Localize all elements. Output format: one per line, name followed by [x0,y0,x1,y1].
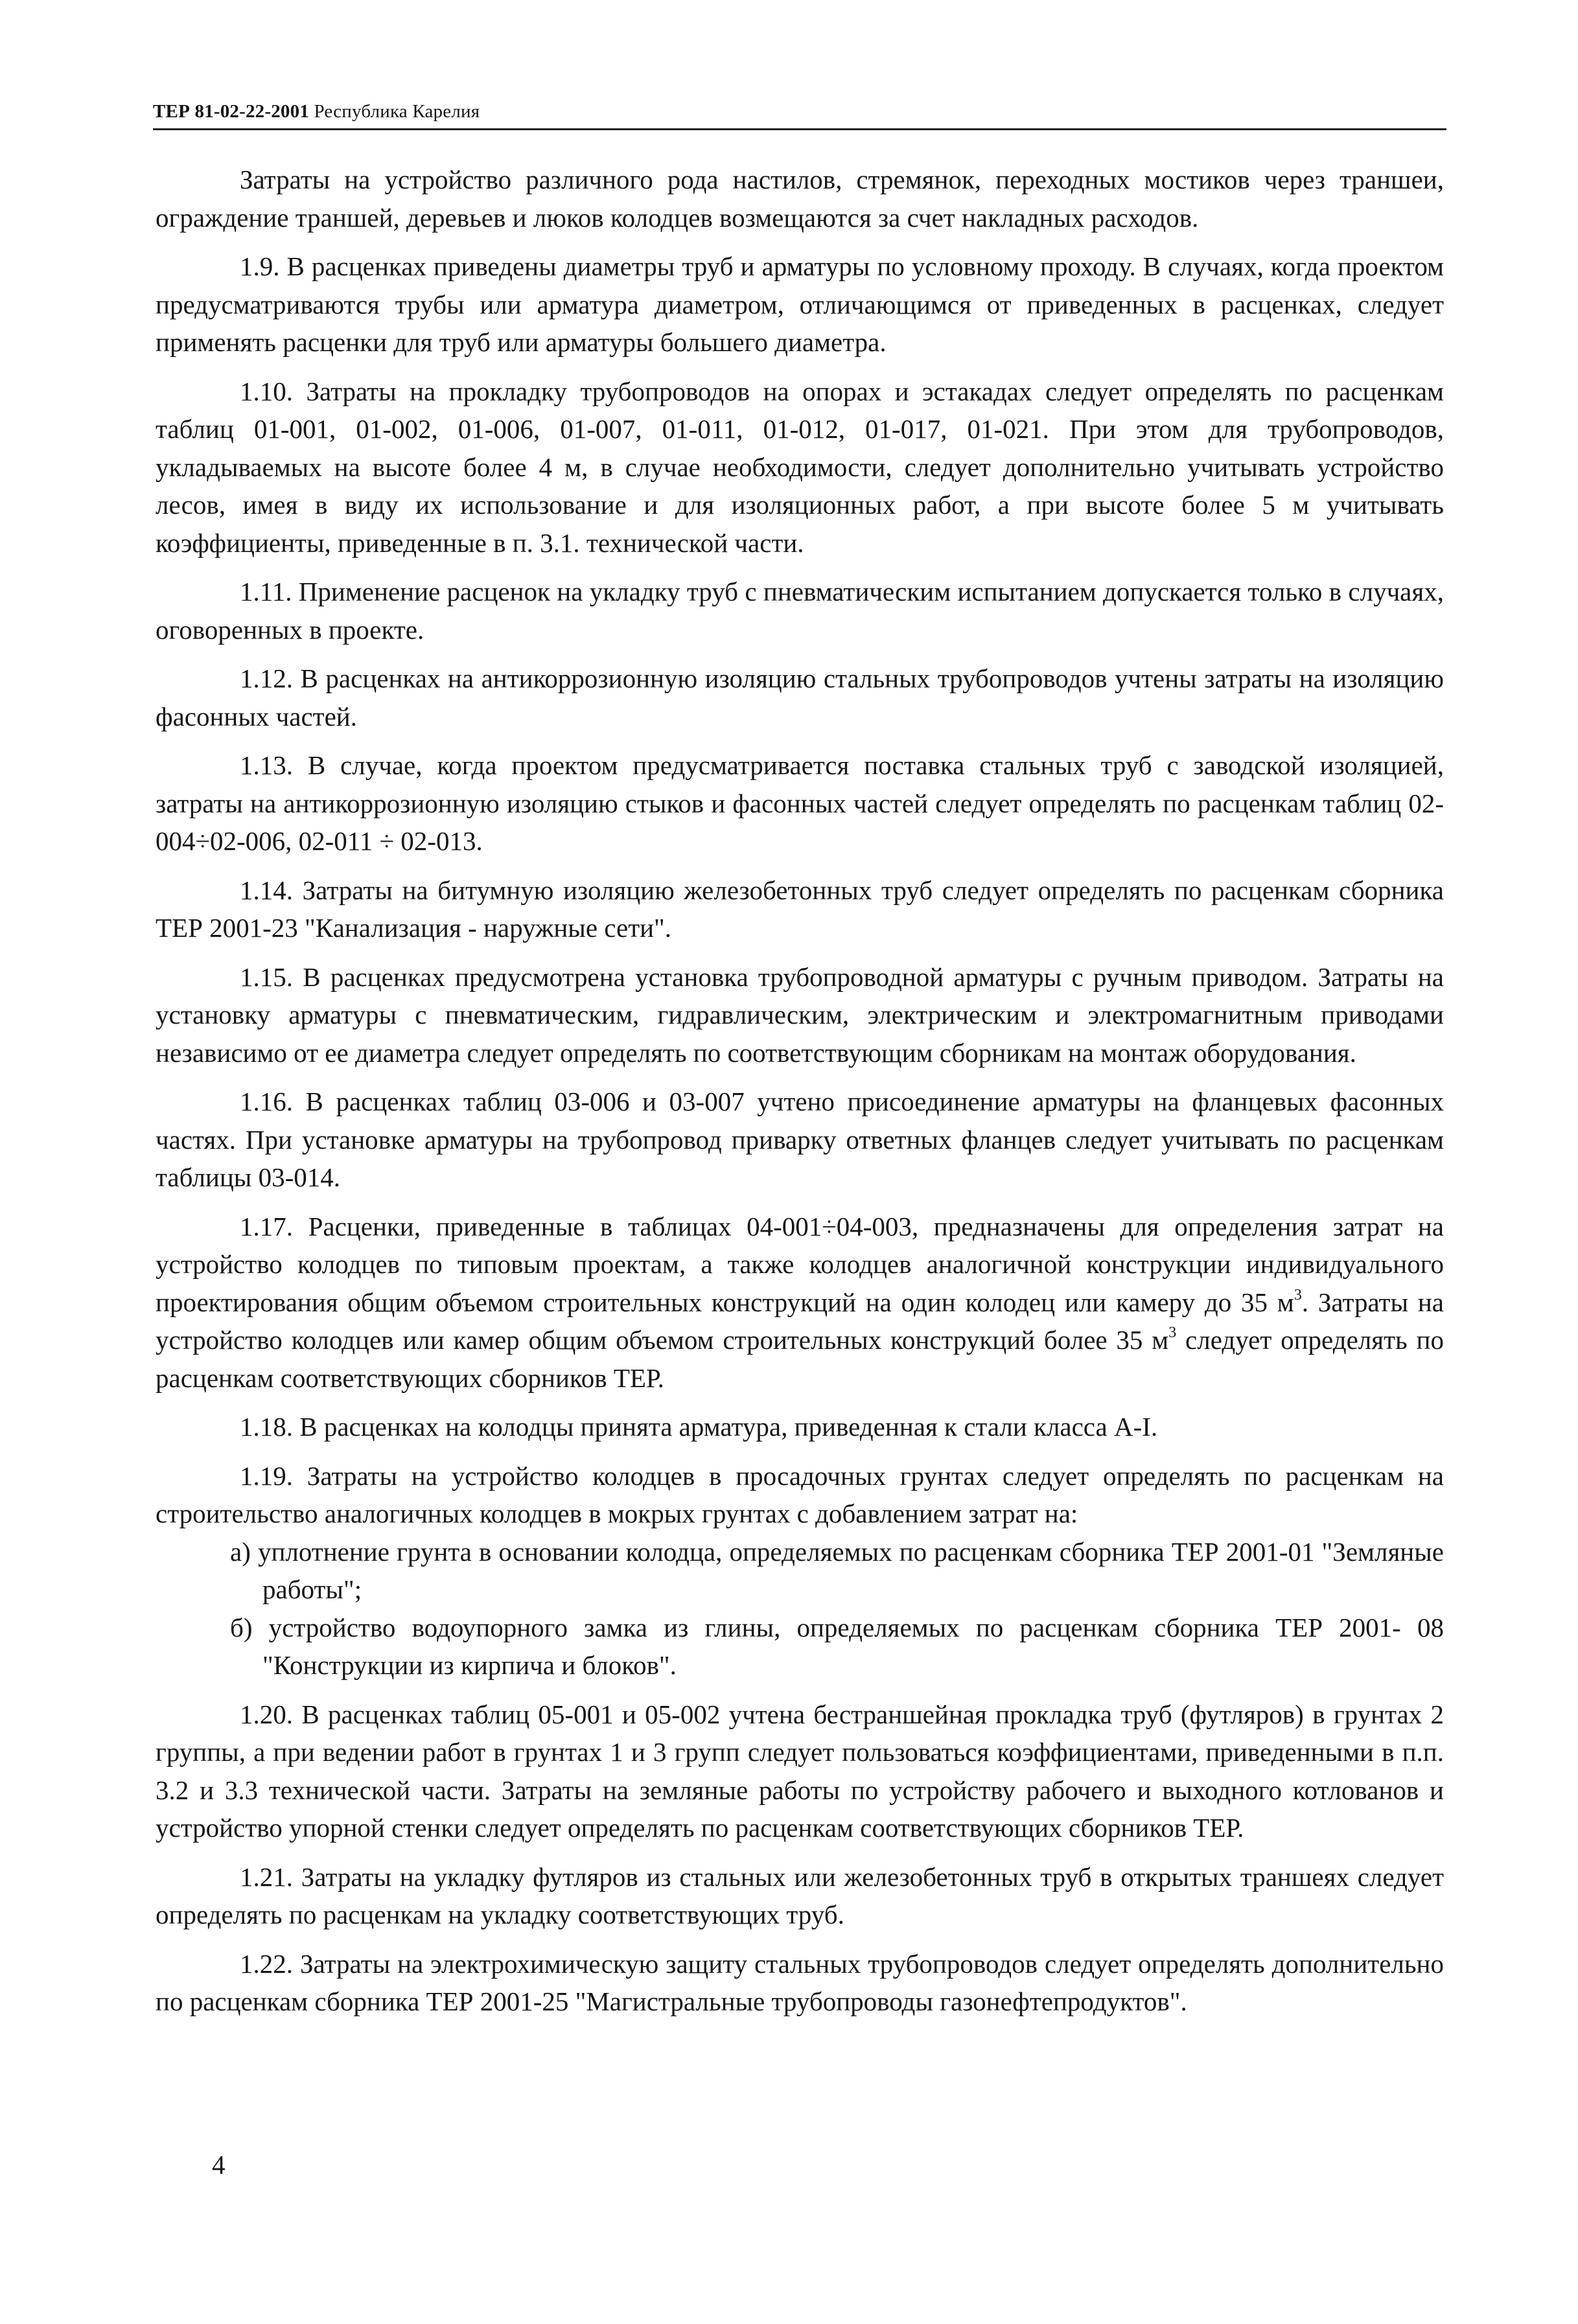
paragraph-1-14: 1.14. Затраты на битумную изоляцию железобетонных труб следует определять по расценкам сборника ТЕР 2001-23 "Канализация - наружные сети". [156,875,1444,943]
header-code: ТЕР 81-02-22-2001 [153,101,310,122]
paragraph-1-19: 1.19. Затраты на устройство колодцев в просадочных грунтах следует определять по расценкам на строительство аналогичных колодцев в мокрых грунтах с добавлением затрат на: [156,1460,1444,1528]
list-item-a: а) уплотнение грунта в основании колодца, определяемых по расценкам сборника ТЕР 2001-01 "Земляные работы"; [230,1536,1444,1604]
paragraph-1-15: 1.15. В расценках предусмотрена установка трубопроводной арматуры с ручным приводом. Затраты на установку арматуры с пневматическим, гидравлическим, электрическим и электромагнитным приводами независимо от ее диаметра следует определять по соответствующим сборникам на монтаж оборудования. [156,961,1444,1068]
header-rule [153,128,1446,130]
running-header [153,97,1446,131]
paragraph-1-20: 1.20. В расценках таблиц 05-001 и 05-002 учтена бестраншейная прокладка труб (футляров) в грунтах 2 группы, а при ведении работ в грунтах 1 и 3 групп следует пользоваться коэффициентами, приведенными в п.п. 3.2 и 3.3 технической части. Затраты на земляные работы по устройству рабочего и выходного котлованов и устройство упорной стенки следует определять по расценкам соответствующих сборников ТЕР. [156,1699,1444,1843]
paragraph-1-17 [156,1208,1444,1398]
paragraph-1-11: 1.11. Применение расценок на укладку труб с пневматическим испытанием допускается только в случаях, оговоренных в проекте. [156,577,1444,645]
paragraph-1-9: 1.9. В расценках приведены диаметры труб и арматуры по условному проходу. В случаях, когда проектом предусматриваются трубы или арматура диаметром, отличающимся от приведенных в расценках, следует применять расценки для труб или арматуры большего диаметра. [156,251,1444,357]
paragraph-1-17-part-a: 1.17. Расценки, приведенные в таблицах 04-001÷04-003, предназначены для определения затрат на устройство колодцев по типовым проектам, а также колодцев аналогичной конструкции индивидуального проектирования общим объемом строительных конструкций на один колодец или камеру до 35 м [156,1211,1444,1317]
paragraph-overhead-costs: Затраты на устройство различного рода настилов, стремянок, переходных мостиков через траншеи, ограждение траншей, деревьев и люков колодцев возмещаются за счет накладных расходов. [156,165,1444,233]
paragraph-1-21: 1.21. Затраты на укладку футляров из стальных или железобетонных труб в открытых траншеях следует определять по расценкам на укладку соответствующих труб. [156,1861,1444,1929]
header-region: Республика Карелия [314,101,480,122]
cubic-superscript: 3 [1294,1286,1302,1304]
header-text [153,101,480,122]
page-number: 4 [212,2150,226,2180]
paragraph-1-16: 1.16. В расценках таблиц 03-006 и 03-007 учтено присоединение арматуры на фланцевых фасонных частях. При установке арматуры на трубопровод приварку ответных фланцев следует учитывать по расценкам таблицы 03-014. [156,1087,1444,1192]
paragraph-1-17-part-b: . Затраты на устройство колодцев или камер общим объемом строительных конструкций более 35 м [156,1287,1444,1355]
cubic-superscript: 3 [1168,1324,1177,1341]
paragraph-1-12: 1.12. В расценках на антикоррозионную изоляцию стальных трубопроводов учтены затраты на изоляцию фасонных частей. [156,663,1444,731]
paragraph-1-17-part-c: следует определять по расценкам соответствующих сборников ТЕР. [156,1325,1444,1393]
paragraph-1-13: 1.13. В случае, когда проектом предусматривается поставка стальных труб с заводской изоляцией, затраты на антикоррозионную изоляцию стыков и фасонных частей следует определять по расценкам таблиц 02-004÷02-006, 02-011 ÷ 02-013. [156,750,1444,856]
list-item-b: б) устройство водоупорного замка из глины, определяемых по расценкам сборника ТЕР 2001- 08 "Конструкции из кирпича и блоков". [230,1612,1444,1680]
paragraph-1-22: 1.22. Затраты на электрохимическую защиту стальных трубопроводов следует определять дополнительно по расценкам сборника ТЕР 2001-25 "Магистральные трубопроводы газонефтепродуктов". [156,1948,1444,2016]
paragraph-1-10: 1.10. Затраты на прокладку трубопроводов на опорах и эстакадах следует определять по расценкам таблиц 01-001, 01-002, 01-006, 01-007, 01-011, 01-012, 01-017, 01-021. При этом для трубопроводов, укладываемых на высоте более 4 м, в случае необходимости, следует дополнительно учитывать устройство лесов, имея в виду их использование и для изоляционных работ, а при высоте более 5 м учитывать коэффициенты, приведенные в п. 3.1. технической части. [156,376,1444,558]
document-body [156,161,1444,2032]
paragraph-1-18: 1.18. В расценках на колодцы принята арматура, приведенная к стали класса А-I. [240,1412,1158,1442]
